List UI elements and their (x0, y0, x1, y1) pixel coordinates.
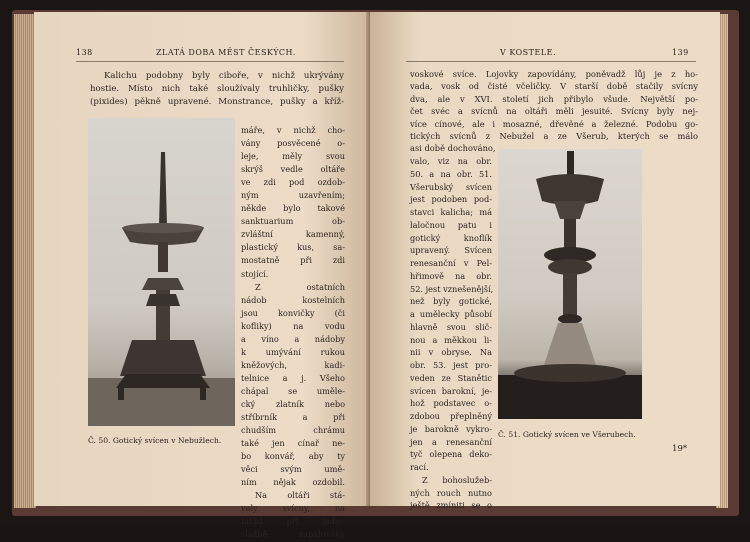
text-line: bo konvář, aby ty (241, 451, 345, 462)
text-line: ným uzavřením; (241, 190, 345, 201)
text-line: Z ostatních (255, 281, 345, 292)
text-line: hlavně svou slič- (410, 321, 492, 332)
text-line: nou a měkkou li- (410, 334, 492, 345)
text-line: Z bohoslužeb- (422, 474, 492, 485)
text-line: valy svícny, na (241, 503, 345, 514)
text-line: nádob kostelních (241, 294, 345, 305)
text-line: renesanční v Pel- (410, 258, 492, 268)
candlestick-illustration (88, 118, 235, 426)
text-line: dva, ale v XVI. století jich přibylo všude. Největší po- (410, 93, 698, 104)
text-line: je barokně vykro- (410, 423, 492, 434)
left-page (34, 12, 370, 540)
text-line: upravený. Svícen (410, 245, 492, 256)
text-line: gotický knoflík (410, 232, 492, 243)
text-line: zdobou přeplněný (410, 411, 492, 421)
candlestick-illustration (498, 149, 642, 419)
page-edges-left (14, 14, 36, 508)
text-line: valo, viz na obr. (410, 156, 492, 166)
text-line: voskové svíce. Lojovky zapovídány, poněvadž lůj je z ho- (410, 69, 698, 79)
text-line: cký zlatník nebo (241, 398, 345, 409)
signature-mark: 19* (672, 444, 688, 454)
text-line: tyč olepena deko- (410, 449, 492, 460)
right-running-head: V KOSTELE. (500, 48, 556, 57)
text-line: také jen cínař ne- (241, 438, 345, 449)
text-line: plastický kus, sa- (241, 242, 345, 253)
text-line: hřimově na obr. (410, 270, 492, 281)
text-line: stavci kalicha; má (410, 207, 492, 217)
text-line: a víno a nádoby (241, 333, 345, 344)
text-line: rací. (410, 462, 429, 472)
text-line: (pixides) pěkně upravené. Monstrance, pušky a kříž- (90, 97, 344, 107)
right-page-number: 139 (672, 48, 689, 57)
text-line: hož podstavec o- (410, 398, 492, 409)
text-line: někde bylo takové (241, 203, 345, 214)
text-line: ve zdi pod ozdob- (241, 177, 345, 188)
text-line: než byly gotické, (410, 296, 492, 307)
text-line: 52. jest vznešenější, (410, 283, 494, 294)
text-line: obr. 53. jest pro- (410, 360, 492, 370)
text-line: a umělecky působí (410, 309, 492, 319)
text-line: stříbrník a při (241, 412, 345, 423)
text-line: Kalichu podobny byly ciboře, v nichž ukrývány (104, 71, 344, 81)
text-line: svícen barokní, je- (410, 385, 492, 396)
text-line: kofliky) na vodu (241, 320, 345, 331)
text-line: stojící. (241, 268, 269, 279)
text-line: mostatně při zdi (241, 255, 345, 266)
text-line: telnice a j. Všeho (241, 372, 345, 383)
right-top-text (410, 68, 698, 155)
text-line: máře, v nichž cho- (241, 125, 345, 135)
text-line: asi době dochováno, (410, 143, 496, 154)
text-line: kněžových, kadi- (241, 359, 345, 370)
text-line: skrýš vedle oltáře (241, 164, 345, 175)
text-line: sanktuarium ob- (241, 216, 345, 227)
text-line: hostie. Místo nich také sloužívaly truhličky, pušky (90, 84, 344, 94)
text-line: zvláštní kamenný, (241, 229, 345, 240)
text-line: nii v obryse. Na (410, 347, 492, 358)
text-line: věci svým umě- (241, 464, 345, 475)
text-line: službě zapalovány (241, 529, 345, 540)
text-line: veden ze Stanětic (410, 372, 492, 383)
text-line: ných rouch nutno (410, 487, 492, 498)
text-line: ním nějak ozdobil. (241, 477, 345, 488)
left-running-head: ZLATÁ DOBA MĚST ČESKÝCH. (156, 48, 296, 57)
left-page-number: 138 (76, 48, 93, 57)
text-line: jsou konvičky (či (241, 307, 345, 318)
figure-51-photo (498, 149, 642, 419)
text-line: vada, vosk od čisté včeličky. V starší době stačily svícny (410, 81, 698, 92)
left-side-column (241, 124, 345, 542)
figure-50-photo (88, 118, 235, 426)
right-head-rule (406, 61, 696, 62)
left-head-rule (76, 61, 344, 62)
text-line: Na oltáři stá- (255, 490, 345, 501)
text-line: vány posvěcené o- (241, 138, 345, 149)
text-line: leje, měly svou (241, 151, 345, 162)
text-line: 50. a na obr. 51. (410, 168, 492, 179)
text-line: k umývání rukou (241, 346, 345, 357)
text-line: jest podoben pod- (410, 194, 492, 205)
figure-50-caption: Č. 50. Gotický svícen v Nebužlech. (88, 436, 222, 445)
figure-51-caption: Č. 51. Gotický svícen ve Všerubech. (498, 430, 636, 439)
text-line: nichž při boho- (241, 516, 345, 527)
text-line: čet svéc a svícnů na oltáři měli jesuité. Svícny byly nej- (410, 106, 698, 117)
text-line: laločnou patu i (410, 219, 492, 230)
text-line: tických svícnů z Nebužel a ze Všerub, kterých se málo (410, 131, 698, 142)
text-line: ještě zmíniti se o (410, 500, 492, 511)
left-top-text (90, 70, 344, 109)
right-side-column (410, 155, 492, 512)
text-line: více cínové, ale i mosazné, dřevěné a železné. Podobu go- (410, 118, 698, 129)
right-page (370, 12, 720, 511)
text-line: chápal se uměle- (241, 385, 345, 396)
text-line: chudším chrámu (241, 425, 345, 436)
text-line: Všerubský svícen (410, 181, 492, 192)
text-line: jen a renesanční (410, 436, 492, 447)
